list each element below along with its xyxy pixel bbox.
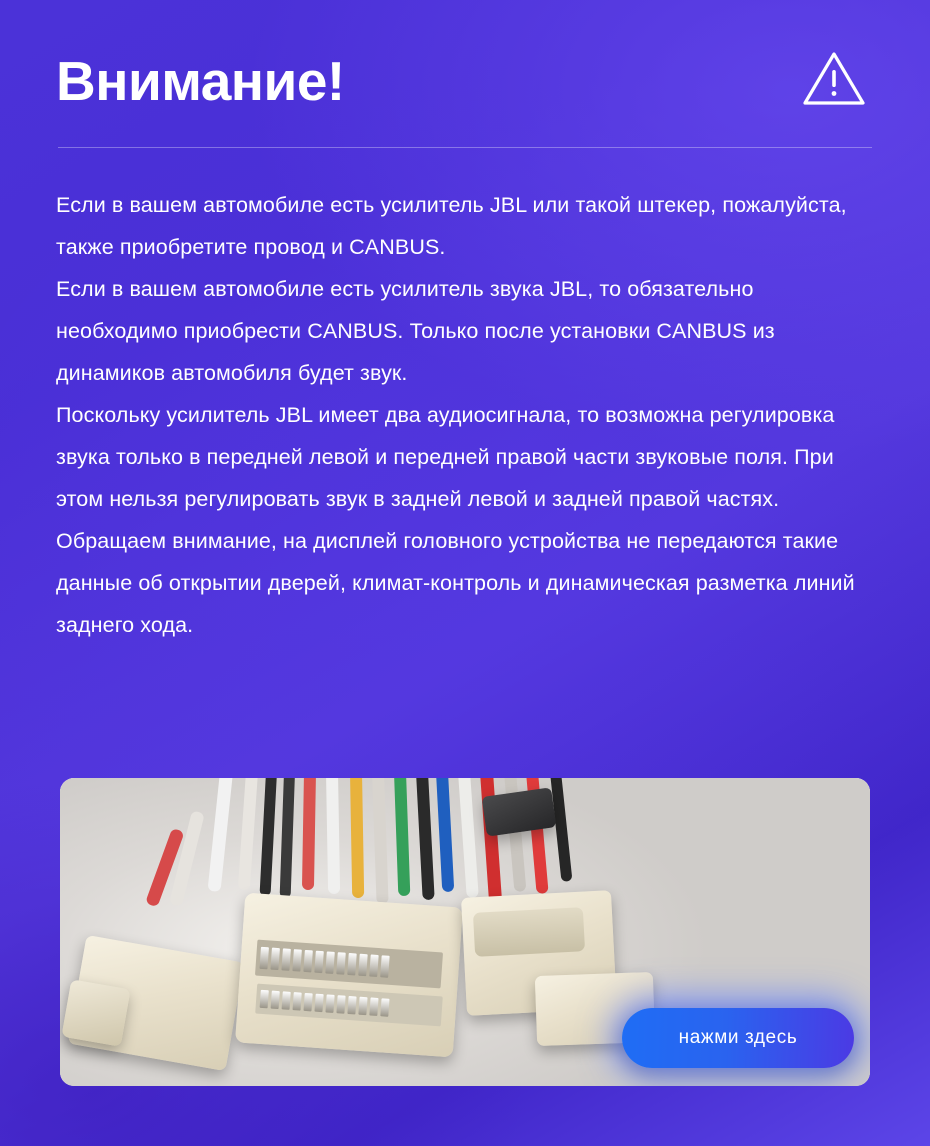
warning-text-block (56, 184, 874, 646)
cta-button[interactable]: нажми здесь (622, 1008, 854, 1068)
header-divider (58, 147, 872, 148)
warning-triangle-icon (802, 50, 866, 113)
banner-header (56, 0, 874, 147)
page-title: Внимание! (56, 49, 345, 112)
paragraph-2: Если в вашем автомобиле есть усилитель звука JBL, то обязательно необходимо приобрести CANBUS. Только после установки CANBUS из динамиков автомобиля будет звук. (56, 277, 775, 385)
paragraph-1: Если в вашем автомобиле есть усилитель JBL или такой штекер, пожалуйста, также приобретите провод и CANBUS. (56, 193, 847, 259)
paragraph-4: Обращаем внимание, на дисплей головного устройства не передаются такие данные об открытии дверей, климат-контроль и динамическая разметка линий заднего хода. (56, 529, 855, 637)
paragraph-3: Поскольку усилитель JBL имеет два аудиосигнала, то возможна регулировка звука только в передней левой и передней правой части звуковые поля. При этом нельзя регулировать звук в задней левой и задней правой частях. (56, 403, 835, 511)
product-photo-card (60, 778, 870, 1086)
